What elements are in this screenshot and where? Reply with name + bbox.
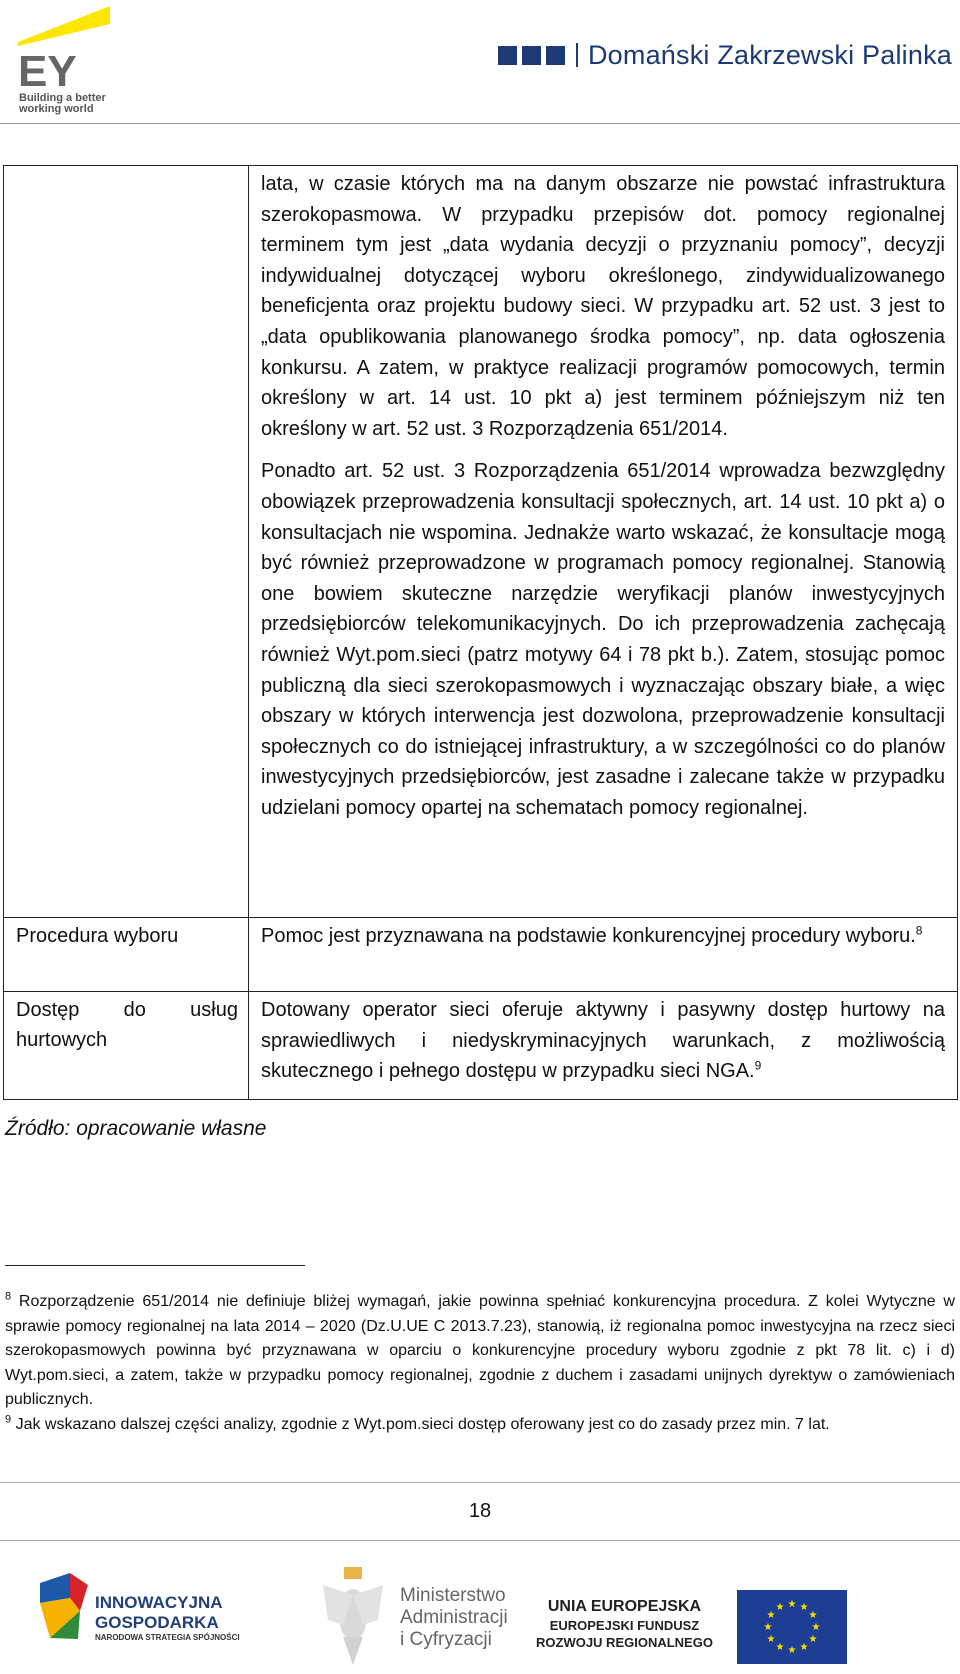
svg-text:★: ★ [787,1645,797,1656]
ministry-line1: Ministerstwo [400,1585,506,1606]
svg-text:★: ★ [775,1642,785,1653]
header-divider [0,123,960,124]
dzp-divider [576,43,578,67]
svg-text:★: ★ [811,1622,821,1633]
row-content [249,992,958,1100]
ministry-line3: i Cyfryzacji [400,1629,492,1650]
dzp-square-icon [522,46,541,65]
innovative-economy-text [95,1593,240,1643]
eu-line3: ROZWOJU REGIONALNEGO [536,1635,713,1650]
row-label: Procedura wyboru [4,918,249,992]
eu-flag-icon [737,1590,847,1664]
footnote-text: Rozporządzenie 651/2014 nie definiuje bliżej wymagań, jakie powinna spełniać konkurencyjna procedura. Z kolei Wytyczne w sprawie pomocy regionalnej na lata 2014 – 2020 (Dz.U.UE C 2013.7.23), stanowią, iż regionalna pomoc inwestycyjna na rzecz sieci szerokopasmowych powinna być przyznawana w oparciu o konkurencyjne procedury wyboru zgodnie z pkt 78 lit. c) i d) Wyt.pom.sieci, a zatem, także w przypadku pomocy regionalnej, zgodnie z duchem i zasadami unijnych dyrektyw o zamówieniach publicznych. [5,1293,955,1408]
svg-text:★: ★ [799,1642,809,1653]
svg-text:★: ★ [808,1610,818,1621]
svg-text:★: ★ [799,1602,809,1613]
svg-text:★: ★ [766,1610,776,1621]
row-content [249,166,958,918]
table-row [4,918,958,992]
dzp-logo [498,40,952,70]
ministry-text [400,1585,508,1651]
svg-text:★: ★ [808,1634,818,1645]
footnote [5,1413,955,1438]
paragraph: Ponadto art. 52 ust. 3 Rozporządzenia 651/2014 wprowadza bezwzględny obowiązek przeprowadzenia konsultacji społecznych, art. 14 ust. 10 pkt a) o konsultacjach nie wspomina. Jednakże warto wskazać, że konsultacje mogą być również przeprowadzone w programach pomocy regionalnej. Stanowią one bowiem skuteczne narzędzie weryfikacji planów inwestycyjnych przedsiębiorców telekomunikacyjnych. Do ich przeprowadzenia zachęcają również Wyt.pom.sieci (patrz motywy 64 i 78 pkt b.). Zatem, stosując pomoc publiczną dla sieci szerokopasmowych i wyznaczając obszary białe, a więc obszary w których interwencja jest dozwolona, przeprowadzenie konsultacji społecznych co do istniejącej infrastruktury, a w szczególności co do planów inwestycyjnych przedsiębiorców, jest zasadne i zalecane także w przypadku udzielani pomocy opartej na schematach pomocy regionalnej. [261,460,945,819]
innovative-economy-logo-icon [40,1573,90,1643]
row-text: Dotowany operator sieci oferuje aktywny i pasywny dostęp hurtowy na sprawiedliwych i niedyskryminacyjnych warunkach, z możliwością skutecznego i pełnego dostępu w przypadku sieci NGA. [261,999,945,1083]
ey-tagline [19,93,106,115]
eu-fund-text [536,1597,713,1651]
footnote-separator [5,1265,305,1266]
ey-tagline-line1: Building a better [19,92,106,104]
ministry-line2: Administracji [400,1607,508,1628]
svg-text:★: ★ [766,1634,776,1645]
ig-line2: GOSPODARKA [95,1613,219,1632]
comparison-table [3,165,958,1100]
svg-text:★: ★ [763,1622,773,1633]
footnote-text: Jak wskazano dalszej części analizy, zgodnie z Wyt.pom.sieci dostęp oferowany jest co do zasady przez min. 7 lat. [15,1415,830,1433]
ey-tagline-line2: working world [19,103,94,115]
page-number: 18 [468,1500,492,1522]
ig-line1: INNOWACYJNA [95,1593,223,1612]
footnote-number: 9 [5,1413,12,1426]
source-caption: Źródło: opracowanie własne [5,1117,267,1140]
footnotes [5,1290,955,1437]
table-row [4,992,958,1100]
dzp-square-icon [498,46,517,65]
paragraph: lata, w czasie których ma na danym obszarze nie powstać infrastruktura szerokopasmowa. W przypadku przepisów dot. pomocy regionalnej terminem tym jest „data wydania decyzji o przyznaniu pomocy”, decyzji indywidualnej dotyczącej wyboru określonego, zindywidualizowanego beneficjenta oraz projektu budowy sieci. W przypadku art. 52 ust. 3 jest to „data opublikowania planowanego środka pomocy”, np. data ogłoszenia konkursu. A zatem, w praktyce realizacji programów pomocowych, termin określony w art. 14 ust. 10 pkt a) jest terminem późniejszym niż ten określony w art. 52 ust. 3 Rozporządzenia 651/2014. [261,173,945,440]
row-label: Dostęp do usług hurtowych [4,992,249,1100]
row-content [249,918,958,992]
polish-eagle-icon [318,1565,388,1673]
dzp-square-icon [546,46,565,65]
page-header [0,0,960,124]
page-footer [0,1545,960,1674]
footnote-number: 8 [5,1290,12,1303]
eu-line1: UNIA EUROPEJSKA [547,1598,702,1615]
ey-logo-text: EY [18,47,77,96]
footnote [5,1290,955,1413]
footnote-ref[interactable]: 8 [915,923,923,938]
eu-line2: EUROPEJSKI FUNDUSZ [549,1618,700,1633]
ig-line3: NARODOWA STRATEGIA SPÓJNOŚCI [95,1633,240,1642]
dzp-firm-name: Domański Zakrzewski Palinka [587,39,952,70]
table-row [4,166,958,918]
svg-text:★: ★ [787,1599,797,1610]
page-number-divider-top [0,1482,960,1483]
row-text: Pomoc jest przyznawana na podstawie konkurencyjnej procedury wyboru. [261,925,916,947]
page-number-divider-bottom [0,1540,960,1541]
svg-text:★: ★ [775,1602,785,1613]
footnote-ref[interactable]: 9 [754,1058,762,1073]
row-label [4,166,249,918]
